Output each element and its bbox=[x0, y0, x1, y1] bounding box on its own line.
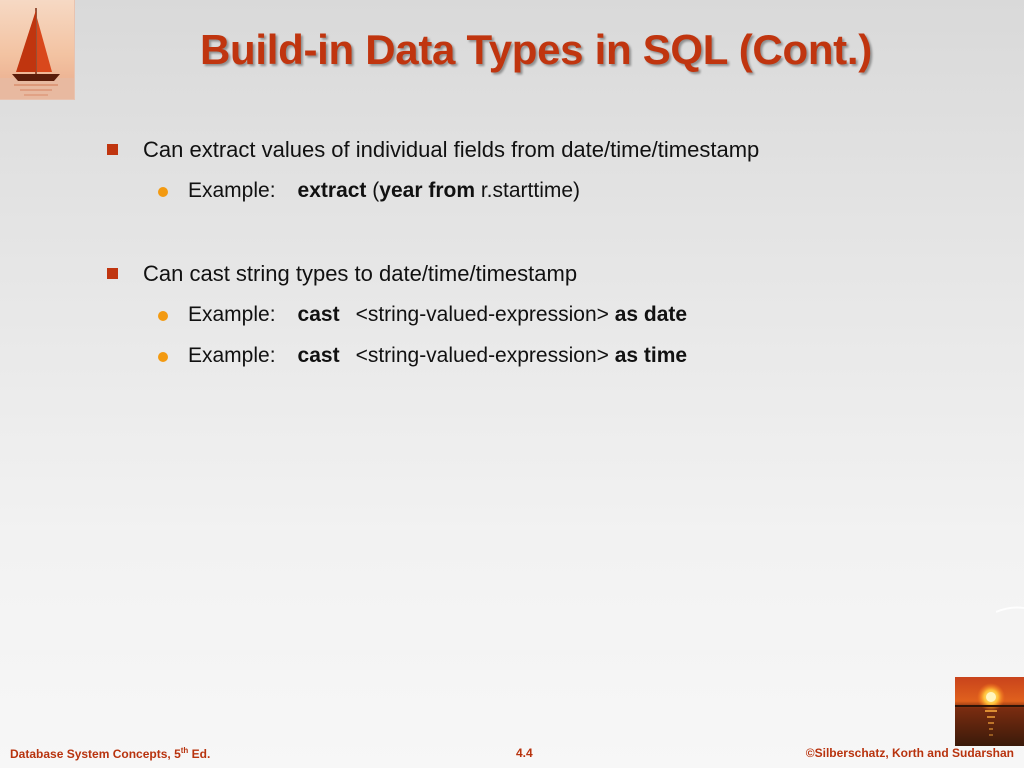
footer-book-end: Ed. bbox=[188, 747, 211, 761]
footer-copyright: ©Silberschatz, Korth and Sudarshan bbox=[805, 746, 1014, 760]
footer-page-number: 4.4 bbox=[516, 746, 533, 760]
round-bullet-icon bbox=[158, 187, 168, 197]
footer-book: Database System Concepts, 5 bbox=[10, 747, 181, 761]
bullet-text: Can cast string types to date/time/timestamp bbox=[143, 261, 578, 286]
sailboat-logo bbox=[0, 0, 75, 100]
example-prefix: Example: bbox=[188, 344, 276, 367]
round-bullet-icon bbox=[158, 311, 168, 321]
sql-keyword: as time bbox=[614, 344, 688, 367]
bullet-item bbox=[143, 137, 759, 163]
sql-keyword: cast bbox=[297, 303, 340, 326]
sql-keyword: year from bbox=[379, 179, 475, 202]
example-item bbox=[188, 344, 687, 368]
round-bullet-icon bbox=[158, 352, 168, 362]
example-expression: <string-valued-expression> bbox=[355, 344, 609, 367]
sql-keyword: as date bbox=[614, 303, 688, 326]
example-prefix: Example: bbox=[188, 303, 276, 326]
example-item bbox=[188, 179, 580, 203]
slide-title: Build-in Data Types in SQL (Cont.) bbox=[200, 26, 872, 73]
example-prefix: Example: bbox=[188, 179, 276, 202]
example-expression: <string-valued-expression> bbox=[355, 303, 609, 326]
footer-book-superscript: th bbox=[180, 746, 189, 755]
sql-keyword: extract bbox=[297, 179, 367, 202]
bullet-item bbox=[143, 261, 577, 287]
example-rest: r.starttime) bbox=[480, 179, 581, 202]
sql-keyword: cast bbox=[297, 344, 340, 367]
example-item bbox=[188, 303, 687, 327]
square-bullet-icon bbox=[107, 268, 118, 279]
decorative-swoosh-icon bbox=[996, 606, 1024, 614]
square-bullet-icon bbox=[107, 144, 118, 155]
bullet-text: Can extract values of individual fields from date/time/timestamp bbox=[143, 137, 760, 162]
paren-open: ( bbox=[372, 179, 380, 202]
footer-book-title bbox=[10, 746, 210, 761]
sunset-image bbox=[955, 677, 1024, 746]
